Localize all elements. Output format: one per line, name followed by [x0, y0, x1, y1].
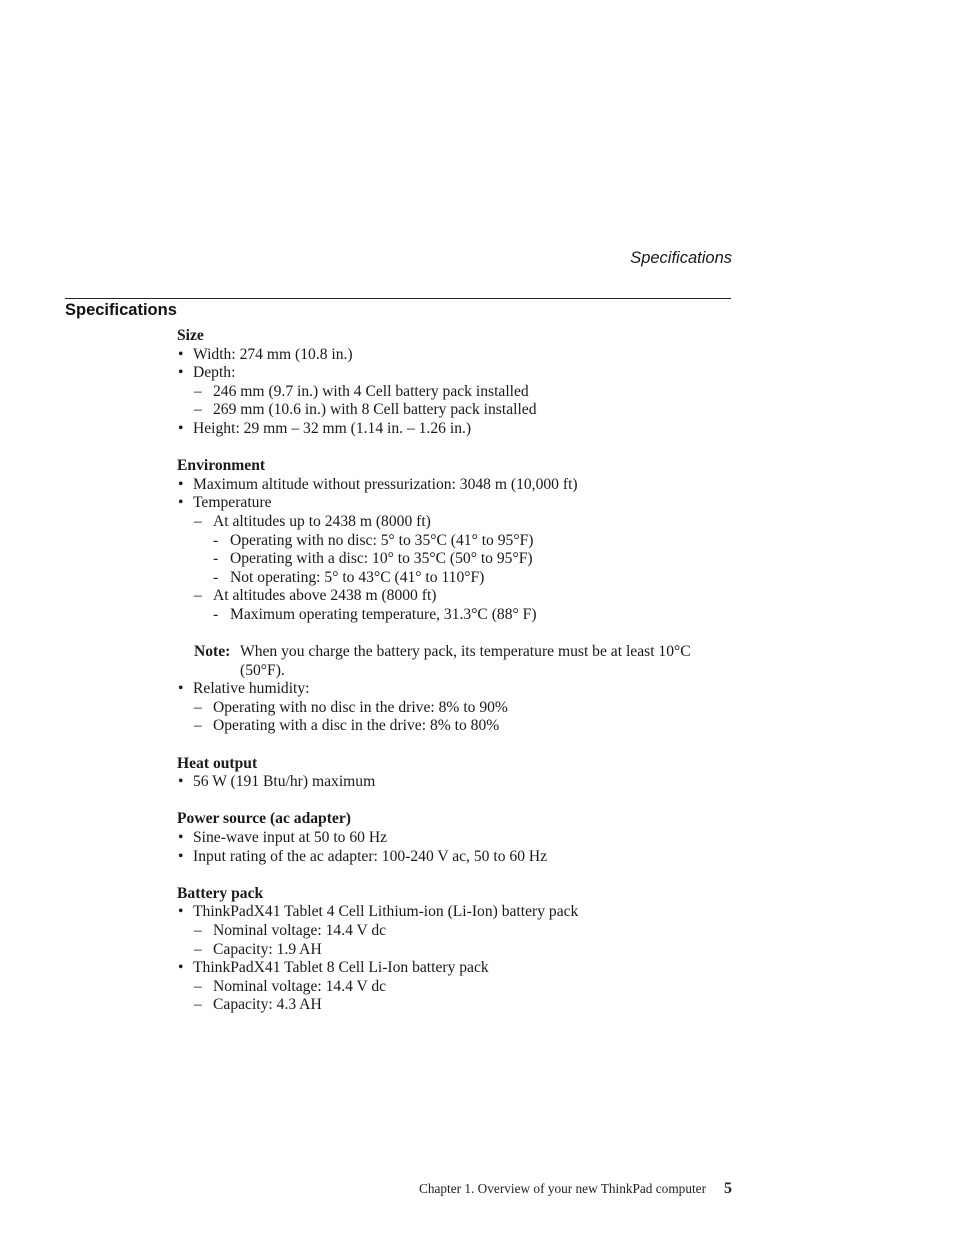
env-no-disc-item: - Operating with no disc: 5° to 35°C (41° to 95°F)	[177, 532, 737, 551]
heat-value-item: • 56 W (191 Btu/hr) maximum	[177, 773, 737, 792]
battery-pack4-item: • ThinkPadX41 Tablet 4 Cell Lithium-ion (Li-Ion) battery pack	[177, 903, 737, 922]
power-input-item: • Sine-wave input at 50 to 60 Hz	[177, 829, 737, 848]
env-up-to-altitude-item: – At altitudes up to 2438 m (8000 ft)	[177, 513, 737, 532]
env-max-operating-item: - Maximum operating temperature, 31.3°C (88° F)	[177, 606, 737, 625]
environment-heading: Environment	[177, 457, 266, 475]
power-rating-item: • Input rating of the ac adapter: 100-240 V ac, 50 to 60 Hz	[177, 848, 737, 867]
note-label: Note:	[194, 643, 231, 661]
power-heading: Power source (ac adapter)	[177, 810, 351, 828]
page-number: 5	[724, 1180, 732, 1197]
battery-pack8-item: • ThinkPadX41 Tablet 8 Cell Li-Ion battery pack	[177, 959, 737, 978]
battery-pack8-capacity-item: – Capacity: 4.3 AH	[177, 996, 737, 1015]
spacer	[177, 439, 737, 458]
battery-pack4-capacity-item: – Capacity: 1.9 AH	[177, 941, 737, 960]
env-altitude-item: • Maximum altitude without pressurization: 3048 m (10,000 ft)	[177, 476, 737, 495]
env-above-altitude-item: – At altitudes above 2438 m (8000 ft)	[177, 587, 737, 606]
section-title: Specifications	[65, 301, 177, 319]
size-depth-4cell-item: – 246 mm (9.7 in.) with 4 Cell battery pack installed	[177, 383, 737, 402]
size-height-item: • Height: 29 mm – 32 mm (1.14 in. – 1.26 in.)	[177, 420, 737, 439]
battery-pack8-voltage-item: – Nominal voltage: 14.4 V dc	[177, 978, 737, 997]
env-humidity-no-disc-item: – Operating with no disc in the drive: 8% to 90%	[177, 699, 737, 718]
env-not-operating-item: - Not operating: 5° to 43°C (41° to 110°F)	[177, 569, 737, 588]
spacer	[177, 736, 737, 755]
spacer	[177, 792, 737, 811]
env-note	[177, 643, 737, 680]
size-depth-8cell-item: – 269 mm (10.6 in.) with 8 Cell battery pack installed	[177, 401, 737, 420]
header-rule	[65, 298, 731, 299]
env-humidity-item: • Relative humidity:	[177, 680, 737, 699]
footer-chapter: Chapter 1. Overview of your new ThinkPad computer	[418, 1181, 706, 1196]
page-footer	[419, 1180, 732, 1198]
heat-heading: Heat output	[177, 754, 258, 772]
battery-heading: Battery pack	[177, 884, 264, 902]
size-depth-item: • Depth:	[177, 364, 737, 383]
running-header: Specifications	[630, 249, 732, 267]
env-with-disc-item: - Operating with a disc: 10° to 35°C (50° to 95°F)	[177, 550, 737, 569]
env-humidity-with-disc-item: – Operating with a disc in the drive: 8% to 80%	[177, 717, 737, 736]
size-width-item: • Width: 274 mm (10.8 in.)	[177, 346, 737, 365]
spacer	[177, 866, 737, 885]
note-text: When you charge the battery pack, its temperature must be at least 10°C (50°F).	[240, 643, 691, 679]
spacer	[177, 625, 737, 644]
specifications-body	[177, 327, 737, 1015]
env-temperature-item: • Temperature	[177, 494, 737, 513]
battery-pack4-voltage-item: – Nominal voltage: 14.4 V dc	[177, 922, 737, 941]
size-heading: Size	[177, 327, 204, 344]
